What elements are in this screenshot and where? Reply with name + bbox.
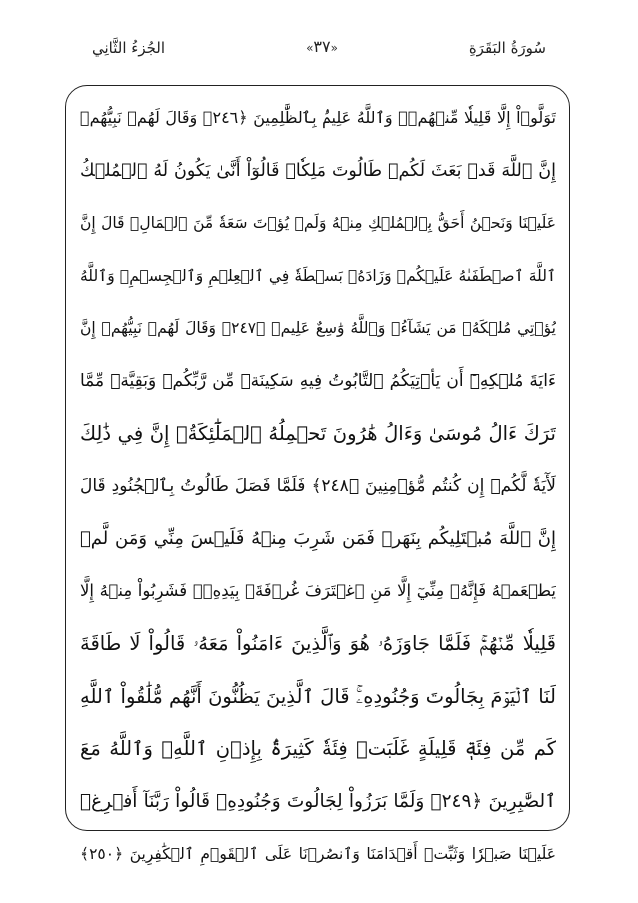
verse-line: ٱللَّهَ ٱصۡطَفَىٰهُ عَلَيۡكُمۡ وَزَادَهُۥ بَسۡطَةٗ فِي ٱلۡعِلۡمِ وَٱلۡجِسۡمِۖ وَٱللَّهُ [80,266,556,285]
page-number: ٣٧ [313,37,331,56]
page-number-box [282,37,362,56]
verse-line: ءَايَةَ مُلۡكِهِۦٓ أَن يَأۡتِيَكُمُ ٱلتَّابُوتُ فِيهِ سَكِينَةٞ مِّن رَّبِّكُمۡ وَبَقِيَّةٞ مِّمَّا [80,370,556,391]
ornament-left-icon: « [330,41,338,55]
verse-line: تَرَكَ ءَالُ مُوسَىٰ وَءَالُ هَٰرُونَ تَحۡمِلُهُ ٱلۡمَلَٰٓئِكَةُۚ إِنَّ فِي ذَٰلِكَ [80,421,556,445]
verse-line: يَطۡعَمۡهُ فَإِنَّهُۥ مِنِّيٓ إِلَّا مَنِ ٱغۡتَرَفَ غُرۡفَةَۢ بِيَدِهِۦۚ فَشَرِبُواْ مِنۡهُ إِلَّا [80,581,556,601]
ornament-right-icon: » [306,41,314,55]
verse-line: إِنَّ ٱللَّهَ قَدۡ بَعَثَ لَكُمۡ طَالُوتَ مَلِكٗاۚ قَالُوٓاْ أَنَّىٰ يَكُونُ لَهُ ٱلۡمُلۡكُ [80,160,556,181]
verse-line: لَأٓيَةٗ لَّكُمۡ إِن كُنتُم مُّؤۡمِنِينَ ﴿٢٤٨﴾ فَلَمَّا فَصَلَ طَالُوتُ بِٱلۡجُنُودِ قَالَ [80,476,556,497]
page-header [92,33,546,73]
verse-line: عَلَيۡنَا وَنَحۡنُ أَحَقُّ بِٱلۡمُلۡكِ مِنۡهُ وَلَمۡ يُؤۡتَ سَعَةٗ مِّنَ ٱلۡمَالِۚ قَالَ إِنَّ [80,214,556,233]
verse-line: قَلِيلٗا مِّنۡهُمۡۚ فَلَمَّا جَاوَزَهُۥ هُوَ وَٱلَّذِينَ ءَامَنُواْ مَعَهُۥ قَالُواْ لَا طَاقَةَ [80,631,556,655]
surah-name: سُورَةُ البَقَرَةِ [468,39,546,57]
verse-line: كَم مِّن فِئَةٖ قَلِيلَةٍ غَلَبَتۡ فِئَةٗ كَثِيرَةَۢ بِإِذۡنِ ٱللَّهِۗ وَٱللَّهُ مَعَ [80,737,556,761]
verse-line: لَنَا ٱلۡيَوۡمَ بِجَالُوتَ وَجُنُودِهِۦۚ قَالَ ٱلَّذِينَ يَظُنُّونَ أَنَّهُم مُّلَٰقُواْ ٱللَّهِ [80,684,556,708]
verse-line: تَوَلَّوۡاْ إِلَّا قَلِيلٗا مِّنۡهُمۡۚ وَٱللَّهُ عَلِيمُۢ بِٱلظَّٰلِمِينَ ﴿٢٤٦﴾ وَقَالَ لَهُمۡ نَبِيُّهُمۡ [80,108,556,127]
verse-line: ٱلصَّٰبِرِينَ ﴿٢٤٩﴾ وَلَمَّا بَرَزُواْ لِجَالُوتَ وَجُنُودِهِۦ قَالُواْ رَبَّنَآ أَفۡرِغۡ [80,790,556,812]
juz-name: الجُزءُ الثَّانِي [92,39,166,57]
verse-line: إِنَّ ٱللَّهَ مُبۡتَلِيكُم بِنَهَرٖ فَمَن شَرِبَ مِنۡهُ فَلَيۡسَ مِنِّي وَمَن لَّمۡ [80,527,556,549]
verse-line: عَلَيۡنَا صَبۡرٗا وَثَبِّتۡ أَقۡدَامَنَا وَٱنصُرۡنَا عَلَى ٱلۡقَوۡمِ ٱلۡكَٰفِرِينَ ﴿٢٥٠﴾ [80,845,556,864]
verse-line: يُؤۡتِي مُلۡكَهُۥ مَن يَشَآءُۚ وَٱللَّهُ وَٰسِعٌ عَلِيمٞ ﴿٢٤٧﴾ وَقَالَ لَهُمۡ نَبِيُّهُمۡ إِنَّ [80,319,556,338]
verse-text-block [80,92,556,881]
